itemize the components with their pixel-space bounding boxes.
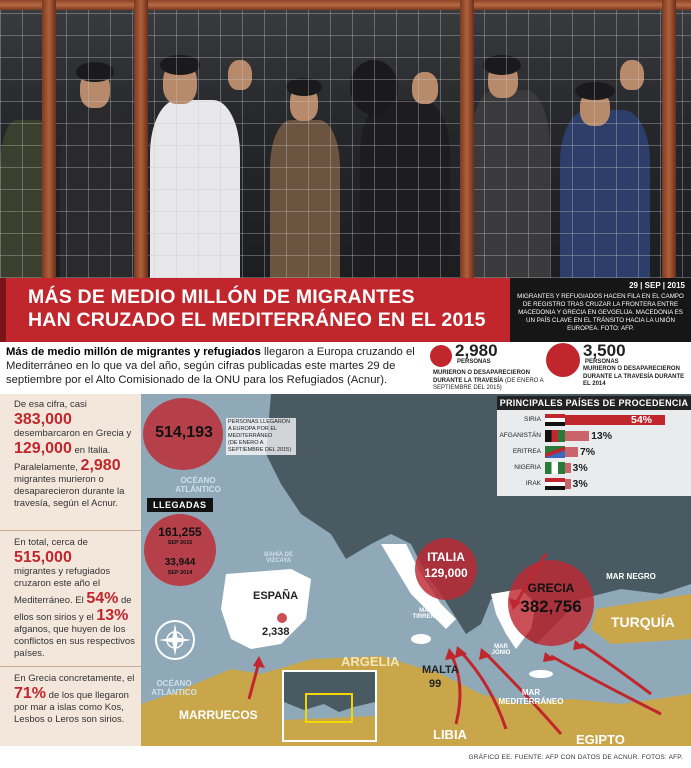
- chart-row-irak: [497, 478, 691, 490]
- sea-label-atlantic-top: OCÉANO ATLÁNTICO: [175, 476, 221, 494]
- chart-category-label: ERITREA: [512, 448, 541, 455]
- fence-post: [42, 0, 56, 278]
- figure-71pct: 71%: [14, 685, 47, 702]
- chart-bar: [565, 447, 578, 457]
- chart-category-label: AFGANISTÁN: [499, 432, 541, 439]
- chart-row-afganistán: [497, 430, 691, 442]
- figure-383000: 383,000: [14, 411, 72, 428]
- stat-dot-2015: [430, 345, 452, 367]
- page-title: [28, 286, 510, 332]
- divider: [0, 666, 141, 667]
- intro-rest: llegaron a Europa cruzando el Mediterráneo en lo que va del año, según cifras publicadas este martes 29 de septiembre por el Alto Comisionado de la ONU para los Refugiados (Acnur).: [6, 346, 415, 386]
- country-label-malta: MALTA: [422, 664, 459, 676]
- fence-wire: [0, 0, 691, 278]
- chart-value-label: 3%: [572, 478, 588, 490]
- left-column: [0, 394, 141, 746]
- llegadas-2015-label: SEP 2015: [167, 540, 193, 546]
- caption-date: 29 | SEP | 2015: [629, 281, 685, 290]
- country-label-libia: LIBIA: [433, 727, 467, 742]
- stat-desc-2015: MURIERON O DESAPARECIERON DURANTE LA TRAVESÍA (DE ENERO A SEPTIEMBRE DEL 2015): [433, 370, 544, 391]
- flag-icon: [545, 414, 565, 426]
- italia-name: ITALIA: [427, 550, 465, 564]
- figure-129000: 129,000: [14, 440, 72, 457]
- stat-desc-2014: MURIERON O DESAPARECIERON DURANTE LA TRAVESÍA DURANTE EL 2014: [583, 366, 685, 387]
- chart-row-siria: [497, 414, 691, 426]
- origin-chart: [497, 396, 691, 496]
- chart-bar: [565, 479, 571, 489]
- chart-category-label: IRAK: [525, 480, 541, 487]
- chart-value-label: 7%: [579, 446, 596, 458]
- fence-post: [460, 0, 474, 278]
- flag-icon: [545, 462, 565, 474]
- italia-value: 129,000: [424, 566, 468, 580]
- llegadas-label: LLEGADAS: [147, 498, 213, 512]
- stat-number-2015: 2,980: [455, 341, 498, 360]
- llegadas-2015-value: 161,255: [158, 525, 202, 539]
- total-desc: PERSONAS LLEGARON A EUROPA POR EL MEDITERRÁNEO (DE ENERO A SEPTIEMBRE DEL 2015): [226, 418, 296, 455]
- country-label-egipto: EGIPTO: [576, 732, 625, 746]
- stat-number-2014: 3,500: [583, 341, 626, 360]
- stat-dot-2014: [546, 343, 580, 377]
- sea-label-negro: MAR NEGRO: [606, 572, 656, 581]
- grecia-value: 382,756: [520, 597, 582, 616]
- stat-unit-2014: PERSONAS: [585, 359, 619, 365]
- country-label-argelia: ARGELIA: [341, 654, 400, 669]
- llegadas-2014-value: 33,944: [164, 557, 196, 568]
- chart-category-label: SIRIA: [524, 416, 541, 423]
- chart-bar: [565, 463, 571, 473]
- sea-label-atlantic-bottom: OCÉANO ATLÁNTICO: [151, 679, 197, 697]
- circle-espana: [277, 613, 287, 623]
- photo-caption: [510, 278, 691, 342]
- llegadas-2014-label: SEP 2014: [167, 570, 193, 576]
- flag-icon: [545, 478, 565, 490]
- value-espana: 2,338: [262, 626, 290, 638]
- chart-title: PRINCIPALES PAÍSES DE PROCEDENCIA: [497, 396, 691, 410]
- footer: [0, 746, 691, 768]
- sea-label-jonio: MAR JÓNIO: [491, 644, 511, 656]
- intro-paragraph: [6, 345, 426, 387]
- caption-text: MIGRANTES Y REFUGIADOS HACEN FILA EN EL CAMPO DE REGISTRO TRAS CRUZAR LA FRONTERA ENTRE MACEDONIA Y GRECIA EN GEVGELIJA. MACEDONIA ES UN PAÍS CLAVE EN EL TRÁNSITO HACIA LA UNIÓN EUROPEA. FOTO: AFP.: [517, 293, 684, 332]
- title-line-1: MÁS DE MEDIO MILLÓN DE MIGRANTES: [28, 286, 415, 308]
- total-value: 514,193: [155, 424, 213, 441]
- fence-bar: [0, 0, 691, 10]
- chart-row-nigeria: [497, 462, 691, 474]
- country-label-marruecos: MARRUECOS: [179, 708, 258, 722]
- fence-post: [662, 0, 676, 278]
- left-block-3: En Grecia concretamente, el 71% de los que llegaron por mar a islas como Kos, Lesbos o Leros son sirios.: [14, 673, 135, 725]
- sea-label-mediterraneo: MAR MEDITERRÁNEO: [498, 688, 564, 706]
- header-photo: [0, 0, 691, 278]
- chart-bar: [565, 431, 589, 441]
- intro-lead: Más de medio millón de migrantes y refugiados: [6, 346, 261, 358]
- flag-icon: [545, 430, 565, 442]
- flag-icon: [545, 446, 565, 458]
- chart-value-label: 13%: [591, 430, 613, 442]
- country-label-turquia: TURQUÍA: [611, 614, 675, 630]
- left-block-1: De esa cifra, casi 383,000 desembarcaron en Grecia y 129,000 en Italia. Paralelamente, 2,980 migrantes murieron o desaparecieron durante la travesía, según el Acnur.: [14, 399, 132, 509]
- left-block-2: En total, cerca de 515,000 migrantes y refugiados cruzaron este año el Mediterráneo. El 54% de ellos son sirios y el 13% afganos, que huyen de los conflictos en sus respectivos países.: [14, 537, 135, 659]
- figure-13pct: 13%: [96, 607, 129, 624]
- title-line-2: HAN CRUZADO EL MEDITERRÁNEO EN EL 2015: [28, 309, 486, 331]
- footer-credit: GRÁFICO EE. FUENTE: AFP CON DATOS DE ACNUR. FOTOS: AFP.: [468, 754, 683, 761]
- chart-row-eritrea: [497, 446, 691, 458]
- figure-515000: 515,000: [14, 549, 72, 566]
- sea-label-vizcaya: BAHÍA DE VIZCAYA: [264, 552, 293, 564]
- figure-2980: 2,980: [80, 457, 121, 474]
- divider: [0, 530, 141, 531]
- compass-icon: [155, 620, 195, 660]
- chart-category-label: NIGERIA: [514, 464, 541, 471]
- stat-unit-2015: PERSONAS: [457, 359, 491, 365]
- title-bar: [0, 278, 510, 342]
- chart-value-label: 3%: [572, 462, 588, 474]
- figure-54pct: 54%: [86, 590, 119, 607]
- inset-map: [282, 670, 377, 742]
- fence-post: [134, 0, 148, 278]
- sea-label-tirreno: MAR TIRRENO: [412, 608, 440, 620]
- value-malta: 99: [429, 678, 442, 690]
- grecia-name: GRECIA: [527, 581, 575, 595]
- country-label-espana: ESPAÑA: [253, 590, 299, 602]
- chart-value-label: 54%: [631, 414, 653, 426]
